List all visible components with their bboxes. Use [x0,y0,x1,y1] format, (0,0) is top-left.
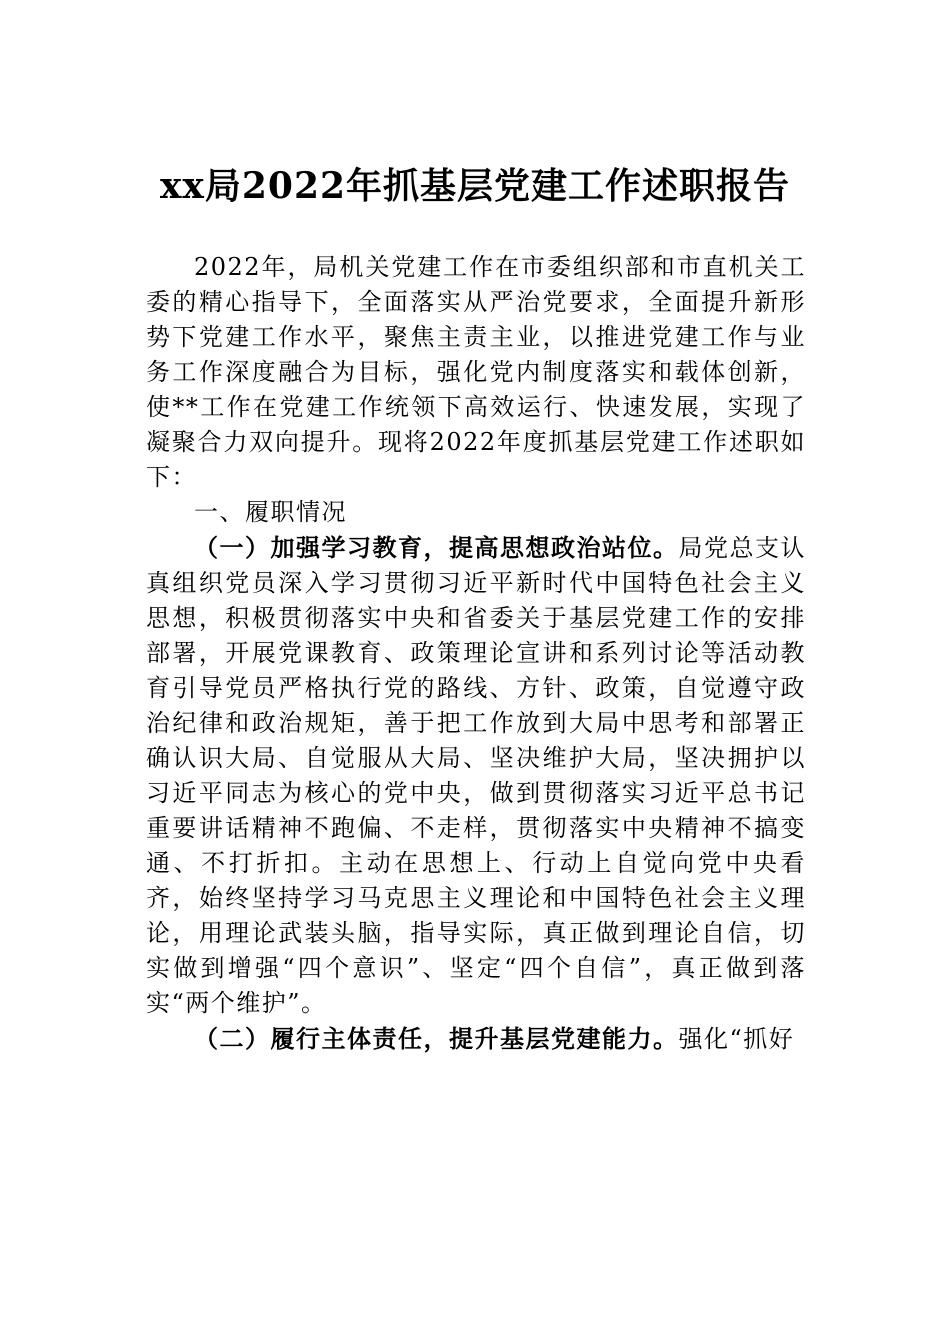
document-title: xx局2022年抓基层党建工作述职报告 [159,165,791,207]
item-2-paragraph [146,1021,806,1057]
item-1-paragraph [146,530,806,1021]
item-2-lead: （二）履行主体责任，提升基层党建能力。 [194,1024,679,1053]
item-2-body: 强化“抓好 [678,1025,795,1053]
document-body [146,250,806,1057]
section-heading: 一、履职情况 [194,498,347,526]
item-1-lead: （一）加强学习教育，提高思想政治站位。 [194,533,679,562]
intro-paragraph: 2022年，局机关党建工作在市委组织部和市直机关工委的精心指导下，全面落实从严治党要求，全面提升新形势下党建工作水平，聚焦主责主业，以推进党建工作与业务工作深度融合为目标，强化党内制度落实和载体创新，使**工作在党建工作统领下高效运行、快速发展，实现了凝聚合力双向提升。现将2022年度抓基层党建工作述职如下： [146,253,806,491]
item-1-body: 局党总支认真组织党员深入学习贯彻习近平新时代中国特色社会主义思想，积极贯彻落实中央和省委关于基层党建工作的安排部署，开展党课教育、政策理论宣讲和系列讨论等活动教育引导党员严格执行党的路线、方针、政策，自觉遵守政治纪律和政治规矩，善于把工作放到大局中思考和部署正确认识大局、自觉服从大局、坚决维护大局，坚决拥护以习近平同志为核心的党中央，做到贯彻落实习近平总书记重要讲话精神不跑偏、不走样，贯彻落实中央精神不搞变通、不打折扣。主动在思想上、行动上自觉向党中央看齐，始终坚持学习马克思主义理论和中国特色社会主义理论，用理论武装头脑，指导实际，真正做到理论自信，切实做到增强“四个意识”、坚定“四个自信”，真正做到落实“两个维护”。 [146,534,806,1017]
